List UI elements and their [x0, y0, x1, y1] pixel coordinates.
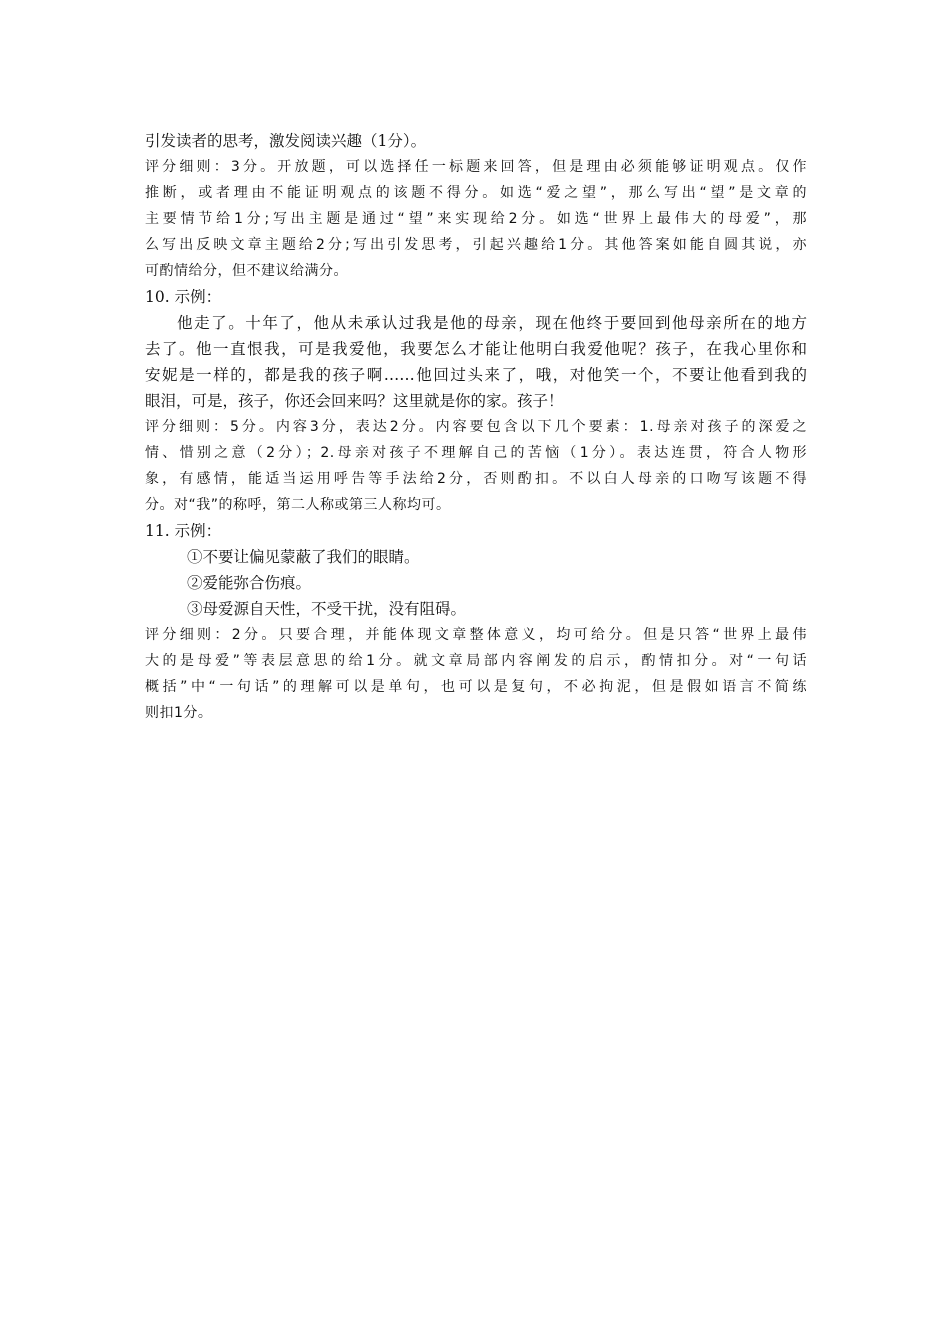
sample-answer-line: 眼泪，可是，孩子，你还会回来吗？这里就是你的家。孩子！ — [145, 392, 564, 410]
answer-continuation: 引发读者的思考，激发阅读兴趣（1分）。 — [145, 132, 427, 150]
sample-answer-line: 他走了。十年了，他从未承认过我是他的母亲，现在他终于要回到他母亲所在的地方 — [177, 314, 807, 332]
sample-item: ①不要让偏见蒙蔽了我们的眼睛。 — [187, 548, 420, 566]
criteria-line: 可酌情给分，但不建议给满分。 — [145, 263, 348, 279]
question-heading: 10. 示例： — [145, 288, 222, 306]
sample-answer-line: 去了。他一直恨我，可是我爱他，我要怎么才能让他明白我爱他呢？孩子，在我心里你和 — [145, 340, 807, 358]
criteria-line: 评分细则：2分。只要合理，并能体现文章整体意义，均可给分。但是只答“世界上最伟 — [145, 627, 807, 643]
document-page — [145, 128, 807, 726]
criteria-line: 评分细则：3分。开放题，可以选择任一标题来回答，但是理由必须能够证明观点。仅作 — [145, 159, 807, 175]
question-heading: 11. 示例： — [145, 522, 222, 540]
criteria-line: 概括”中“一句话”的理解可以是单句，也可以是复句，不必拘泥，但是假如语言不简练 — [145, 679, 807, 695]
criteria-line: 推断，或者理由不能证明观点的该题不得分。如选“爱之望”，那么写出“望”是文章的 — [145, 185, 807, 201]
criteria-line: 么写出反映文章主题给2分;写出引发思考，引起兴趣给1分。其他答案如能自圆其说，亦 — [145, 237, 807, 253]
sample-item: ③母爱源自天性，不受干扰，没有阻碍。 — [187, 600, 467, 618]
criteria-line: 分。对“我”的称呼，第二人称或第三人称均可。 — [145, 497, 451, 513]
sample-answer-line: 安妮是一样的，都是我的孩子啊……他回过头来了，哦，对他笑一个，不要让他看到我的 — [145, 366, 807, 384]
criteria-line: 象，有感情，能适当运用呼告等手法给2分，否则酌扣。不以白人母亲的口吻写该题不得 — [145, 471, 807, 487]
question-10 — [145, 284, 807, 518]
criteria-line: 大的是母爱”等表层意思的给1分。就文章局部内容阐发的启示，酌情扣分。对“一句话 — [145, 653, 807, 669]
criteria-line: 评分细则：5分。内容3分，表达2分。内容要包含以下几个要素：1.母亲对孩子的深爱之 — [145, 419, 807, 435]
criteria-line: 则扣1分。 — [145, 705, 213, 721]
criteria-line: 主要情节给1分;写出主题是通过“望”来实现给2分。如选“世界上最伟大的母爱”，那 — [145, 211, 807, 227]
question-11 — [145, 518, 807, 726]
sample-item: ②爱能弥合伤痕。 — [187, 574, 312, 592]
q9-scoring-criteria — [145, 154, 807, 284]
criteria-line: 情、惜别之意（2分）；2.母亲对孩子不理解自己的苦恼（1分）。表达连贯，符合人物形 — [145, 445, 807, 461]
